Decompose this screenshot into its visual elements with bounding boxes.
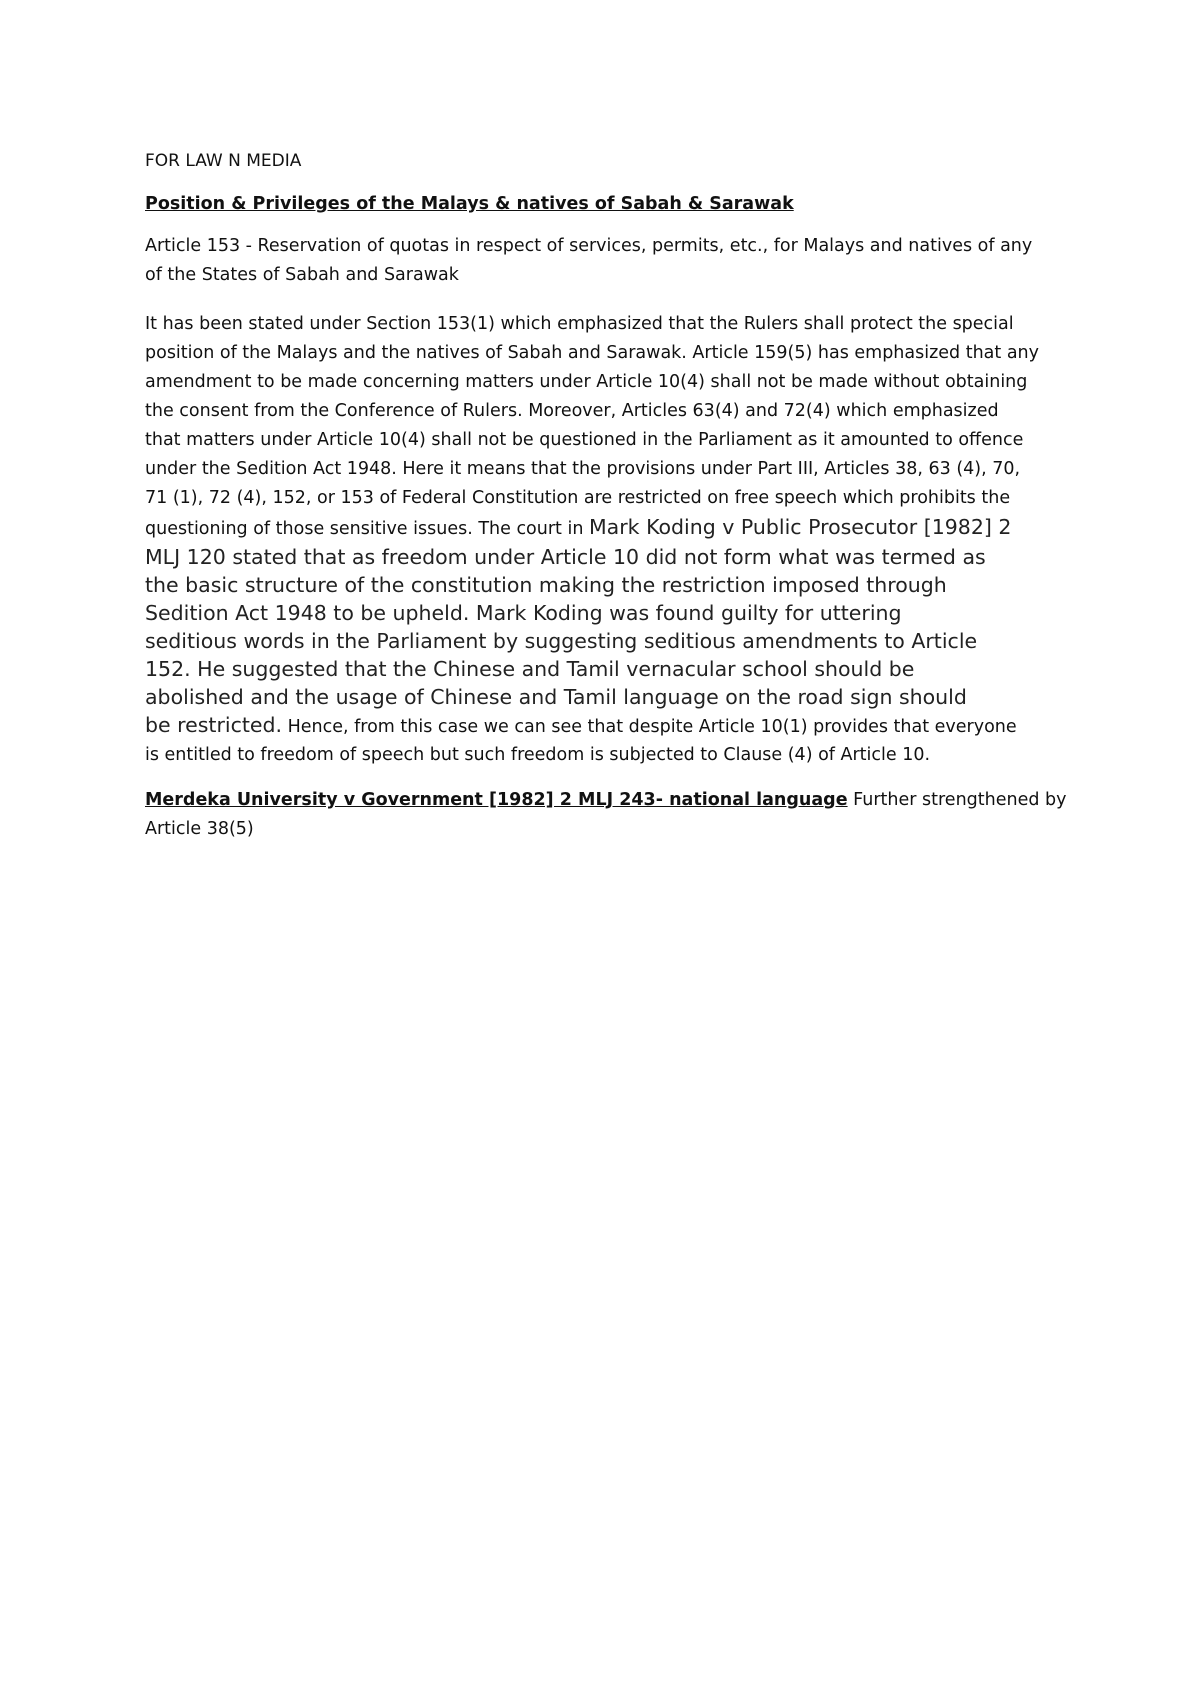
paragraph-line: 71 (1), 72 (4), 152, or 153 of Federal Constitution are restricted on free speech which prohibits the bbox=[145, 488, 1011, 508]
reference-paragraph bbox=[145, 786, 1067, 844]
paragraph-line: that matters under Article 10(4) shall not be questioned in the Parliament as it amounted to offence bbox=[145, 430, 1024, 450]
paragraph-line: under the Sedition Act 1948. Here it means that the provisions under Part III, Articles 38, 63 (4), 70, bbox=[145, 459, 1021, 479]
paragraph-line: amendment to be made concerning matters under Article 10(4) shall not be made without obtaining bbox=[145, 372, 1028, 392]
paragraph-text: be restricted. bbox=[145, 713, 283, 737]
course-heading: FOR LAW N MEDIA bbox=[145, 151, 302, 171]
paragraph-line: the consent from the Conference of Rulers. Moreover, Articles 63(4) and 72(4) which emphasized bbox=[145, 401, 999, 421]
article-line-2: of the States of Sabah and Sarawak bbox=[145, 265, 459, 285]
paragraph-line: is entitled to freedom of speech but such freedom is subjected to Clause (4) of Article 10. bbox=[145, 745, 931, 765]
paragraph-line: It has been stated under Section 153(1) which emphasized that the Rulers shall protect the special bbox=[145, 314, 1014, 334]
main-paragraph bbox=[145, 310, 1060, 770]
section-title: Position & Privileges of the Malays & natives of Sabah & Sarawak bbox=[145, 194, 794, 214]
paragraph-line: abolished and the usage of Chinese and Tamil language on the road sign should bbox=[145, 685, 967, 709]
case-citation: Mark Koding v Public Prosecutor [1982] 2 bbox=[589, 515, 1012, 539]
reference-line-1 bbox=[145, 786, 1067, 815]
paragraph-line: 152. He suggested that the Chinese and Tamil vernacular school should be bbox=[145, 657, 915, 681]
paragraph-line: seditious words in the Parliament by suggesting seditious amendments to Article bbox=[145, 629, 978, 653]
article-line-1: Article 153 - Reservation of quotas in respect of services, permits, etc., for Malays and natives of any bbox=[145, 236, 1033, 256]
paragraph-line: position of the Malays and the natives of Sabah and Sarawak. Article 159(5) has emphasized that any bbox=[145, 343, 1039, 363]
reference-case-title: Merdeka University v Government [1982] 2 MLJ 243- national language bbox=[145, 790, 848, 810]
paragraph-text: questioning of those sensitive issues. The court in bbox=[145, 519, 589, 539]
reference-line-2: Article 38(5) bbox=[145, 819, 254, 839]
paragraph-line bbox=[145, 711, 1060, 741]
reference-text: Further strengthened by bbox=[847, 790, 1067, 810]
paragraph-line: the basic structure of the constitution making the restriction imposed through bbox=[145, 573, 947, 597]
article-153-paragraph bbox=[145, 232, 1060, 290]
paragraph-line: Sedition Act 1948 to be upheld. Mark Koding was found guilty for uttering bbox=[145, 601, 902, 625]
paragraph-line: MLJ 120 stated that as freedom under Article 10 did not form what was termed as bbox=[145, 545, 986, 569]
paragraph-text: Hence, from this case we can see that despite Article 10(1) provides that everyone bbox=[282, 717, 1017, 737]
paragraph-line bbox=[145, 513, 1060, 543]
